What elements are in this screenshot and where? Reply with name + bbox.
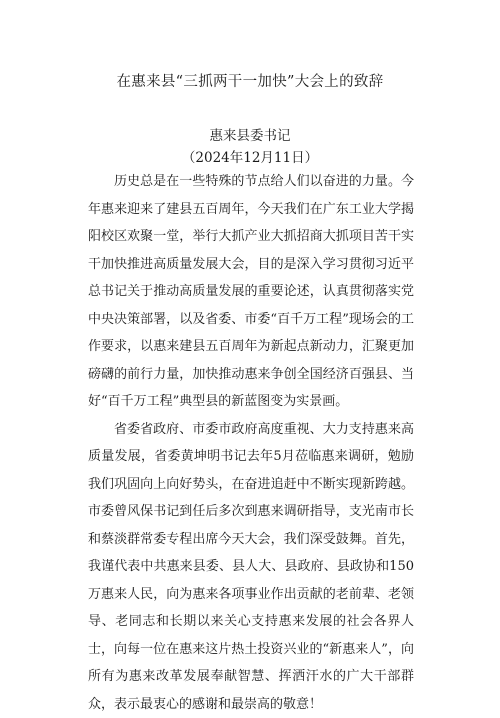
date-line: （2024年12月11日）	[0, 146, 500, 166]
document-title: 在惠来县“三抓两干一加快”大会上的致辞	[0, 70, 500, 91]
document-body	[88, 168, 414, 718]
author-line: 惠来县委书记	[0, 124, 500, 144]
paragraph-1: 历史总是在一些特殊的节点给人们以奋进的力量。今年惠来迎来了建县五百周年，今天我们在广东工业大学揭阳校区欢聚一堂，举行大抓产业大抓招商大抓项目苦干实干加快推进高质量发展大会，目的是深入学习贯彻习近平总书记关于推动高质量发展的重要论述，认真贯彻落实党中央决策部署，以及省委、市委“百千万工程”现场会的工作要求，以惠来建县五百周年为新起点新动力，汇聚更加磅礴的前行力量，加快推动惠来争创全国经济百强县、当好“百千万工程”典型县的新蓝图变为实景画。	[88, 168, 414, 416]
paragraph-2: 省委省政府、市委市政府高度重视、大力支持惠来高质量发展，省委黄坤明书记去年5月莅临惠来调研，勉励我们巩固向上向好势头，在奋进追赶中不断实现新跨越。市委曾风保书记到任后多次到惠来调研指导，支光南市长和蔡淡群常委专程出席今天大会，我们深受鼓舞。首先，我谨代表中共惠来县委、县人大、县政府、县政协和150万惠来人民，向为惠来各项事业作出贡献的老前辈、老领导、老同志和长期以来关心支持惠来发展的社会各界人士，向每一位在惠来这片热土投资兴业的“新惠来人”，向所有为惠来改革发展奉献智慧、挥洒汗水的广大干部群众，表示最衷心的感谢和最崇高的敬意！	[88, 416, 414, 718]
